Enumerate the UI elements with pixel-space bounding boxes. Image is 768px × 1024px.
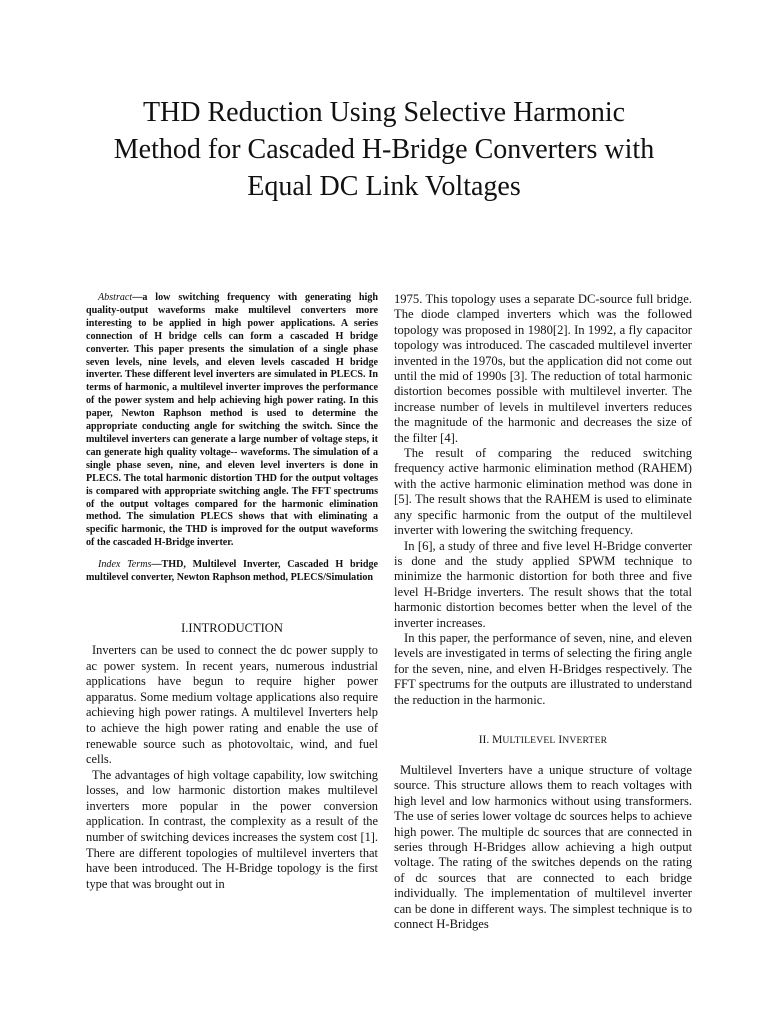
paper-title: THD Reduction Using Selective Harmonic Method for Cascaded H-Bridge Converters with Equal DC Link Voltages [113,97,655,202]
intro-continued-paragraph: 1975. This topology uses a separate DC-source full bridge. The diode clamped inverters which was the followed topology was proposed in 1980[2]. In 1992, a fly capacitor topology was introduced. The cascaded multilevel inverter invented in the 1970s, but the application did not come out until the mid of 1990s [3]. The reduction of total harmonic distortion becomes possible with multilevel inverter. The increase number of levels in multilevel inverters reduces the magnitude of the harmonic and decreases the size of the filter [4]. [394,292,692,445]
heading-part: I [555,733,563,746]
intro-continued-paragraph: In [6], a study of three and five level H-Bridge converter is done and the study applied SPWM technique to minimize the harmonic distortion for both three and five level H-Bridge inverters. The result shows that the total harmonic distortion becomes better when the level of the inverter increases. [394,538,692,630]
intro-continued-paragraph: In this paper, the performance of seven, nine, and eleven levels are investigated in terms of selecting the firing angle for the seven, nine, and elven H-Bridges respectively. The FFT spectrums for the outputs are illustrated to understand the reduction in the harmonic. [394,630,692,707]
multilevel-paragraph: Multilevel Inverters have a unique structure of voltage source. This structure allows them to reach voltages with high level and low harmonics without using transformers. The use of series lower voltage dc sources helps to achieve high power. The multiple dc sources that are connected in series through H-Bridges allow achieving a high output voltage. The rating of the switches depends on the rating of dc sources that are connected to each bridge individually. The implementation of multilevel inverter can be done in different ways. The simplest technique is to connect H-Bridges [394,762,692,932]
abstract-label: Abstract [98,292,133,303]
heading-part: ULTILEVEL [502,734,556,746]
intro-paragraph: The advantages of high voltage capability, low switching losses, and low harmonic distortion makes multilevel inverters more popular in the power conversion application. In contrast, the complexity as a result of the number of switching devices increases the system cost [1]. There are different topologies of multilevel inverters that have been introduced. The H-Bridge topology is the first type that was brought out in [86,767,378,891]
abstract-text: —a low switching frequency with generating high quality-output waveforms make multilevel converters more interesting to be applied in high power applications. A series connection of H bridge cells can form a cascaded H bridge converter. This paper presents the simulation of a single phase seven levels, nine levels, and eleven levels cascaded H bridge inverter. These different level inverters are simulated in PLECS. In terms of harmonic, a multilevel inverter improves the performance of the power system and help achieving high power rating. In this paper, Newton Raphson method is used to determine the appropriate conducting angle for switching the switch. Since the multilevel inverters can generate a large number of voltage steps, it can generate high quality voltage-- waveforms. The simulation of a single phase seven, nine, and eleven level inverters is done in PLECS. The total harmonic distortion THD for the output voltages is compared with appropriate switching angle. The FFT spectrums of the output voltages compared for the harmonic elimination method. The simulation PLECS shows that with eliminating a specific harmonic, the THD is improved for the output waveforms of the cascaded H-Bridge inverter. [86,292,378,549]
heading-part: II. M [478,733,503,746]
index-terms [86,559,378,585]
index-terms-label: Index Terms [98,559,152,571]
section-heading-introduction: I.INTRODUCTION [181,620,283,635]
right-column [394,292,692,932]
intro-paragraph: Inverters can be used to connect the dc power supply to ac power system. In recent years, numerous industrial applications have begun to require higher power apparatus. Some medium voltage applications also require achieving high power ratings. A multilevel Inverters help to achieve the high power rating and enable the use of renewable source such as photovoltaic, wind, and fuel cells. [86,642,378,767]
heading-part: NVERTER [562,734,608,746]
index-terms-text: —THD, Multilevel Inverter, Cascaded H bridge multilevel converter, Newton Raphson method, PLECS/Simulation [86,559,378,584]
section-heading-multilevel-inverter [394,733,692,748]
intro-continued-paragraph: The result of comparing the reduced switching frequency active harmonic elimination method (RAHEM) with the active harmonic elimination method was done in [5]. The result shows that the RAHEM is used to eliminate any specific harmonic from the output of the multilevel inverter with lowering the switching frequency. [394,446,692,538]
left-column [86,292,378,892]
abstract [86,292,378,550]
